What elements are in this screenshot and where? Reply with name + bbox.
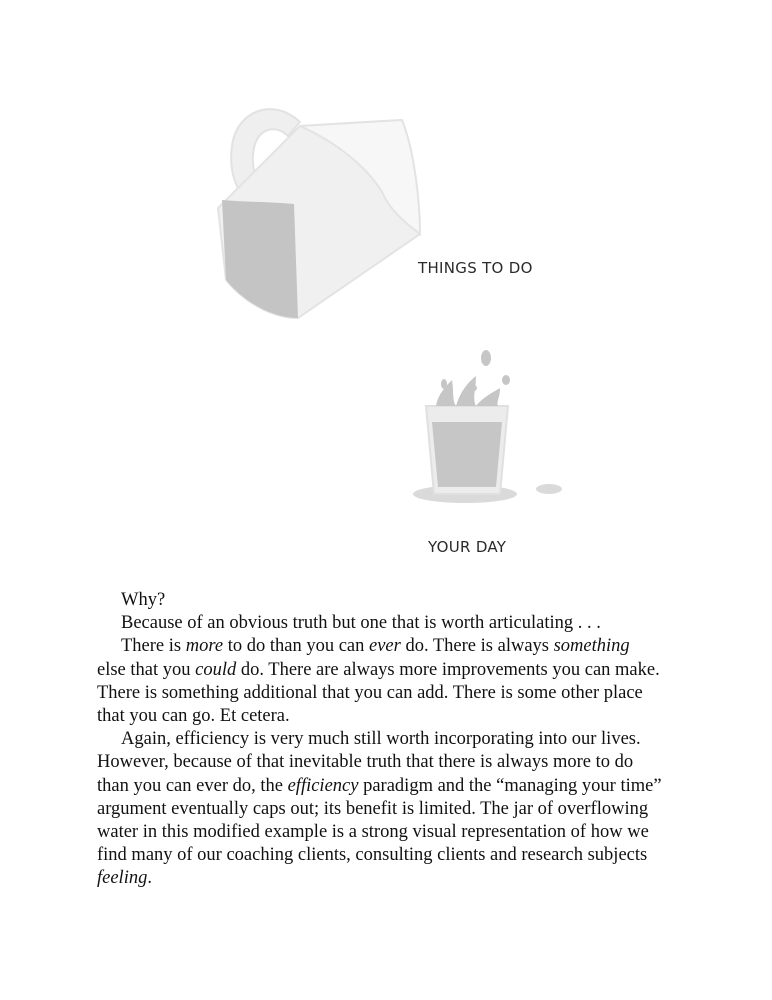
paragraph-line: else that you could do. There are always more improvements you can make. — [97, 659, 660, 680]
paragraph-line: than you can ever do, the efficiency paradigm and the “managing your time” — [97, 775, 662, 796]
paragraph-line: feeling. — [97, 868, 152, 889]
splash-drop — [502, 375, 510, 385]
paragraph-line: However, because of that inevitable truth that there is always more to do — [97, 752, 634, 773]
paragraph-line: There is something additional that you can add. There is some other place — [97, 682, 643, 703]
body-text — [97, 589, 697, 891]
paragraph: Why? — [121, 590, 166, 610]
paragraph-line: water in this modified example is a strong visual representation of how we — [97, 822, 649, 843]
pitcher-icon — [218, 109, 420, 318]
splash-drop — [481, 350, 491, 366]
things-to-do-label: THINGS TO DO — [418, 259, 533, 277]
splash-drop — [471, 385, 477, 391]
spill-puddle-small — [536, 484, 562, 494]
paragraph-line: find many of our coaching clients, consulting clients and research subjects — [97, 845, 648, 866]
paragraph-line: argument eventually caps out; its benefit is limited. The jar of overflowing — [97, 798, 649, 819]
paragraph-line: that you can go. Et cetera. — [97, 706, 290, 727]
glass-icon — [413, 350, 562, 503]
pitcher-liquid — [222, 200, 298, 318]
splash-drop — [441, 379, 447, 389]
your-day-label: YOUR DAY — [428, 538, 507, 556]
paragraph: There is more to do than you can ever do. There is always something — [121, 636, 630, 657]
paragraph: Because of an obvious truth but one that is worth articulating . . . — [121, 613, 601, 634]
glass-water — [432, 422, 502, 487]
paragraph: Again, efficiency is very much still worth incorporating into our lives. — [121, 729, 641, 750]
